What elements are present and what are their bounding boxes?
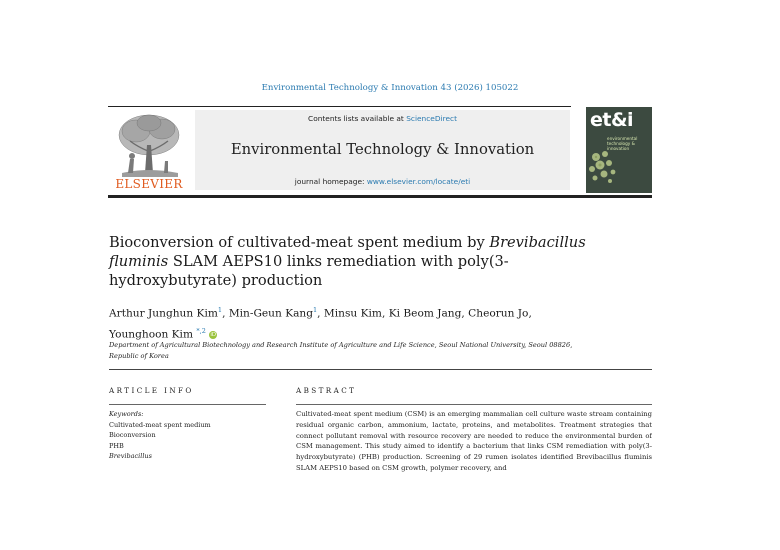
author-list: Arthur Junghun Kim$^1$, Min-Geun Kang$^1$, Minsu Kim, Ki Beom Jang, Cheorun Jo, Younghoon Kim $^{*,2}$ iD xyxy=(109,306,532,341)
cover-artwork xyxy=(586,147,652,193)
article-info-rule xyxy=(109,404,266,405)
affiliation: Department of Agricultural Biotechnology and Research Institute of Agriculture and Life Science, Seoul National University, Seoul 08826, Republic of Korea xyxy=(109,341,573,360)
title-part-2: SLAM AEPS10 links remediation with poly(3-hydroxybutyrate) production xyxy=(109,253,509,289)
homepage-link[interactable]: www.elsevier.com/locate/eti xyxy=(366,177,471,186)
author-name[interactable]: Ki Beom Jang xyxy=(388,307,462,320)
abstract-text: Cultivated-meat spent medium (CSM) is an emerging mammalian cell culture waste stream containing residual organic carbon, ammonium, lactate, proteins, and metabolites. Treatment strategies that connect pollutant removal with resource recovery are needed to reduce the environmental burden of CSM management. This study aimed to identify a bacterium that links CSM remediation with poly(3-hydroxybutyrate) (PHB) production. Screening of 29 rumen isolates identified Brevibacillus fluminis SLAM AEPS10 based on CSM growth, polymer recovery, and xyxy=(296,410,652,472)
abstract-rule xyxy=(296,404,652,405)
author-mark[interactable]: 1 xyxy=(313,306,318,314)
author-name[interactable]: Arthur Junghun Kim xyxy=(109,307,218,320)
author-mark[interactable]: 1 xyxy=(217,306,223,314)
journal-name: Environmental Technology & Innovation xyxy=(230,141,535,158)
keywords-block xyxy=(109,409,269,462)
section-divider xyxy=(109,369,652,370)
article-title xyxy=(109,233,609,290)
abstract-heading: ABSTRACT xyxy=(296,386,357,395)
journal-cover[interactable] xyxy=(586,107,652,193)
keyword-item: Bioconversion xyxy=(109,431,156,439)
contents-prefix: Contents lists available at xyxy=(308,114,404,123)
title-part-1: Bioconversion of cultivated-meat spent medium by xyxy=(109,234,485,251)
journal-reference[interactable]: Environmental Technology & Innovation 43 (2026) 105022 xyxy=(261,83,519,93)
title-species: Brevibacillus fluminis xyxy=(109,234,586,270)
cover-subtitle: environmental technology & innovation xyxy=(607,136,638,151)
author-name[interactable]: Cheorun Jo xyxy=(468,307,529,320)
keyword-item: Cultivated-meat spent medium xyxy=(109,420,211,429)
cover-title: et&i xyxy=(590,109,634,131)
keyword-item: Brevibacillus xyxy=(109,452,152,460)
keyword-item: PHB xyxy=(109,441,124,450)
author-name[interactable]: Minsu Kim xyxy=(323,307,382,320)
homepage-line xyxy=(195,177,570,186)
elsevier-wordmark: ELSEVIER xyxy=(115,177,183,191)
header-bottom-rule xyxy=(108,195,652,198)
author-name[interactable]: Min-Geun Kang xyxy=(228,307,314,320)
article-info-heading: ARTICLE INFO xyxy=(109,386,194,395)
author-name[interactable]: Younghoon Kim xyxy=(109,328,193,341)
keywords-label: Keywords: xyxy=(109,410,144,418)
sciencedirect-link[interactable]: ScienceDirect xyxy=(406,114,457,123)
author-mark[interactable]: *,2 xyxy=(196,326,206,335)
homepage-prefix: journal homepage: xyxy=(294,177,365,186)
orcid-icon[interactable]: iD xyxy=(210,332,217,339)
contents-line xyxy=(195,114,570,123)
header-top-rule xyxy=(108,106,571,107)
